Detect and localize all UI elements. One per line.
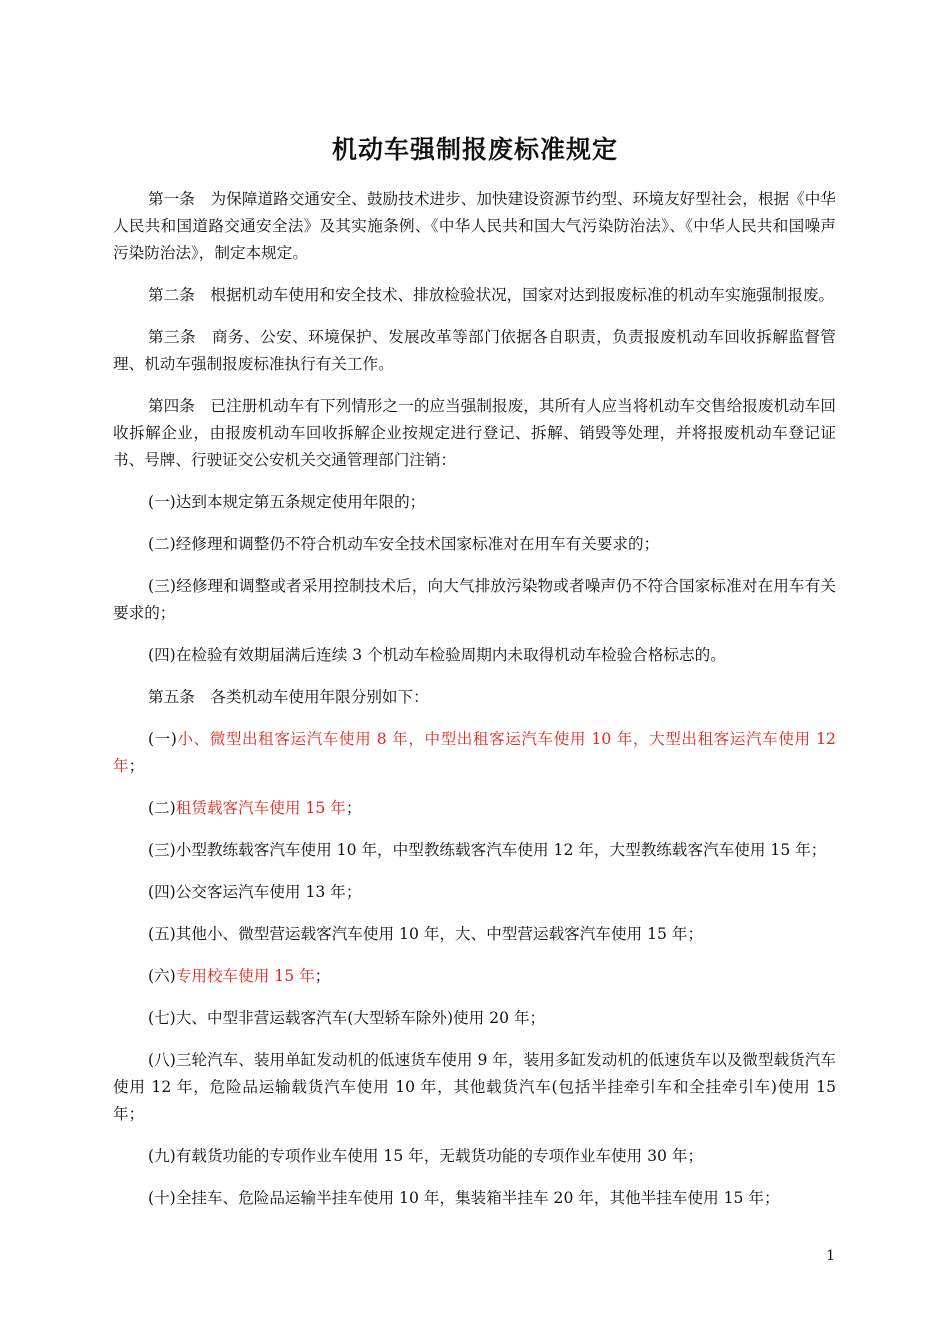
paragraph-text: 第三条 商务、公安、环境保护、发展改革等部门依据各自职责，负责报废机动车回收拆解监督管理、机动车强制报废标准执行有关工作。 xyxy=(113,328,836,373)
paragraph-text: 第一条 为保障道路交通安全、鼓励技术进步、加快建设资源节约型、环境友好型社会，根据《中华人民共和国道路交通安全法》及其实施条例、《中华人民共和国大气污染防治法》、《中华人民共和国噪声污染防治法》，制定本规定。 xyxy=(113,190,836,262)
highlighted-text: 小、微型出租客运汽车使用 8 年，中型出租客运汽车使用 10 年，大型出租客运汽车使用 12 年 xyxy=(113,730,836,775)
paragraph-art1 xyxy=(113,186,836,267)
paragraph-text: (一) xyxy=(148,730,177,748)
paragraph-text: ； xyxy=(128,757,145,775)
paragraph-art5-8 xyxy=(113,1047,836,1128)
paragraph-art4-4 xyxy=(113,642,836,669)
paragraph-art5-7 xyxy=(113,1005,836,1032)
paragraph-text: (一)达到本规定第五条规定使用年限的； xyxy=(148,493,426,511)
paragraph-text: (十)全挂车、危险品运输半挂车使用 10 年，集装箱半挂车 20 年，其他半挂车使用 15 年； xyxy=(148,1189,780,1207)
paragraph-art5-10 xyxy=(113,1185,836,1212)
paragraph-text: (三)小型教练载客汽车使用 10 年，中型教练载客汽车使用 12 年，大型教练载客汽车使用 15 年； xyxy=(148,841,827,859)
paragraph-art2 xyxy=(113,282,836,309)
paragraph-text: (二) xyxy=(148,799,176,817)
paragraph-art5-6 xyxy=(113,963,836,990)
paragraph-art5-9 xyxy=(113,1143,836,1170)
paragraph-art5-1 xyxy=(113,726,836,780)
paragraph-text: (六) xyxy=(148,967,176,985)
paragraph-text: (五)其他小、微型营运载客汽车使用 10 年，大、中型营运载客汽车使用 15 年； xyxy=(148,925,704,943)
page-number: 1 xyxy=(826,1248,835,1264)
highlighted-text: 租赁载客汽车使用 15 年 xyxy=(175,799,346,817)
paragraph-art4-1 xyxy=(113,489,836,516)
paragraph-art5-2 xyxy=(113,795,836,822)
paragraph-text: (七)大、中型非营运载客汽车(大型轿车除外)使用 20 年； xyxy=(148,1009,546,1027)
paragraph-text: (三)经修理和调整或者采用控制技术后，向大气排放污染物或者噪声仍不符合国家标准对在用车有关要求的； xyxy=(113,577,836,622)
paragraph-text: (四)公交客运汽车使用 13 年； xyxy=(148,883,362,901)
paragraph-text: 第五条 各类机动车使用年限分别如下： xyxy=(148,688,429,706)
document-title: 机动车强制报废标准规定 xyxy=(331,135,618,164)
paragraph-art4-2 xyxy=(113,531,836,558)
paragraph-art5-5 xyxy=(113,921,836,948)
paragraph-text: (四)在检验有效期届满后连续 3 个机动车检验周期内未取得机动车检验合格标志的。 xyxy=(148,646,726,664)
paragraph-text: 第四条 已注册机动车有下列情形之一的应当强制报废，其所有人应当将机动车交售给报废机动车回收拆解企业，由报废机动车回收拆解企业按规定进行登记、拆解、销毁等处理，并将报废机动车登记证书、号牌、行驶证交公安机关交通管理部门注销： xyxy=(113,397,836,469)
paragraph-text: (八)三轮汽车、装用单缸发动机的低速货车使用 9 年，装用多缸发动机的低速货车以及微型载货汽车使用 12 年，危险品运输载货汽车使用 10 年，其他载货汽车(包括半挂牵引车和全挂牵引车)使用 15 年； xyxy=(113,1051,836,1123)
highlighted-text: 专用校车使用 15 年 xyxy=(175,967,315,985)
paragraph-art4-3 xyxy=(113,573,836,627)
paragraph-text: ； xyxy=(345,799,362,817)
paragraph-art3 xyxy=(113,324,836,378)
paragraph-text: 第二条 根据机动车使用和安全技术、排放检验状况，国家对达到报废标准的机动车实施强制报废。 xyxy=(148,286,835,304)
paragraph-art5 xyxy=(113,684,836,711)
paragraph-text: (二)经修理和调整仍不符合机动车安全技术国家标准对在用车有关要求的； xyxy=(148,535,660,553)
paragraph-art4 xyxy=(113,393,836,474)
paragraph-text: (九)有载货功能的专项作业车使用 15 年，无载货功能的专项作业车使用 30 年； xyxy=(148,1147,704,1165)
paragraph-art5-3 xyxy=(113,837,836,864)
paragraph-text: ； xyxy=(314,967,331,985)
paragraph-art5-4 xyxy=(113,879,836,906)
document-body xyxy=(113,186,836,1227)
